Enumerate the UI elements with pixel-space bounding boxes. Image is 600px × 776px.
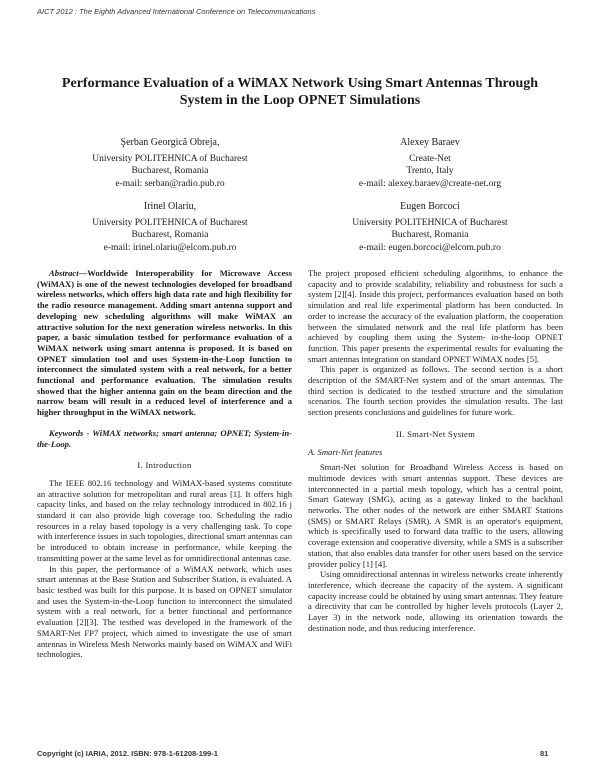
author-block-3 xyxy=(75,201,265,254)
title-line-1: Performance Evaluation of a WiMAX Network Using Smart Antennas Through xyxy=(61,76,539,91)
abstract-label: Abstract xyxy=(49,268,79,278)
intro-paragraph-1: The IEEE 802.16 technology and WiMAX-based systems constitute an attractive solution for metropolitan and rural areas [1]. It offers high capacity links, and based on the relay technology introduced in 802.16 j standard it can also provide high coverage too. Scheduling the radio resources in a relay based topology is a very challenging task. To cope with interference issues in such topologies, directional smart antennas can be introduced to obtain increase in performance, while keeping the transmitting power at the same level as for omnidirectional antennas case. xyxy=(37,477,292,563)
subsection-heading: A. Smart-Net features xyxy=(308,446,383,457)
left-column xyxy=(37,268,292,660)
author-name: Eugen Borcoci xyxy=(400,201,460,212)
paper-title xyxy=(40,75,560,109)
author-location: Bucharest, Romania xyxy=(131,166,209,176)
abstract-text: —Worldwide Interoperability for Microwave Access (WiMAX) is one of the newest technologies developed for broadband wireless networks, which offers high data rate and high flexibility for the radio resource management. Adding smart antenna support and developing new scheduling algorithms will make WiMAX an attractive solution for the next generation wireless networks. In this paper, a basic simulation testbed for performance evaluation of a WiMAX network using smart antenna is proposed. It is based on OPNET simulation tool and uses System-in-the-Loop function to interconnect the simulated system with a real network, for a better functional and performance evaluation. The simulation results showed that the higher antenna gain on the beam direction and the narrow beam will result in a reduced level of interference and a higher throughput in the WiMAX network. xyxy=(37,268,292,418)
author-block-4 xyxy=(335,201,525,254)
author-affiliation: University POLITEHNICA of Bucharest xyxy=(352,217,508,228)
author-location: Trento, Italy xyxy=(406,166,454,176)
conference-header: AICT 2012 : The Eighth Advanced International Conference on Telecommunications xyxy=(37,7,316,16)
section-heading-smart-net: II. Smart-Net System xyxy=(395,428,476,439)
author-affiliation: Create-Net xyxy=(409,153,451,164)
author-block-2 xyxy=(335,137,525,190)
author-affiliation: University POLITEHNICA of Bucharest xyxy=(92,153,248,164)
title-line-2: System in the Loop OPNET Simulations xyxy=(179,93,421,108)
body-paragraph-1: The project proposed efficient scheduling algorithms, to enhance the capacity and to provide scalability, reliability and robustness for such a system [2][4]. Inside this project, performances evaluation based on both simulation and real life experimental platform has been conducted. In order to increase the accuracy of the evaluation platform, the cooperation between the simulated network and the real life platform has been achieved by coupling them using the System- in-the-loop OPNET function. This paper presents the experimental results for evaluating the smart antennas integration on standard OPNET WiMAX nodes [5]. xyxy=(308,268,563,364)
keywords: Keywords - WiMAX networks; smart antenna; OPNET; System-in-the-Loop. xyxy=(37,427,292,449)
body-paragraph-3: Smart-Net solution for Broadband Wireless Access is based on multimode devices with smart antennas support. These devices are interconnected in a partial mesh topology, which has a central point, Smart Gateway (SMG), acting as a gateway linked to the backhaul networks. The other nodes of the network are either SMART Stations (SMS) or SMART Relays (SMR). A SMR is an operator's equipment, which is specifically used to forward data traffic to the users, allowing coverage extension and cooperative diversity, while a SMS is a subscriber station, that also enables data transfer for other users based on the service provider policy [1] [4]. xyxy=(308,462,563,569)
page-number: 81 xyxy=(540,749,549,758)
author-email: e-mail: alexey.baraev@create-net.org xyxy=(358,178,502,189)
author-location: Bucharest, Romania xyxy=(131,230,209,240)
author-name: Şerban Georgică Obreja, xyxy=(120,137,220,148)
author-email: e-mail: irinel.olariu@elcom.pub.ro xyxy=(103,242,237,253)
author-name: Irinel Olariu, xyxy=(143,201,197,212)
author-email: e-mail: eugen.borcoci@elcom.pub.ro xyxy=(359,242,501,253)
author-name: Alexey Baraev xyxy=(400,137,460,148)
author-location: Bucharest, Romania xyxy=(391,230,469,240)
body-paragraph-4: Using omnidirectional antennas in wireless networks create inherently interference, which decrease the capacity of the system. A significant capacity increase could be obtained by using smart antennas. They feature a directivity that can be controlled by higher levels protocols (Layer 2, Layer 3) in the network node, allowing its orientation towards the destination node, and thus reducing interference. xyxy=(308,569,563,633)
author-block-1 xyxy=(75,137,265,190)
intro-paragraph-2: In this paper, the performance of a WiMAX network, which uses smart antennas at the Base Station and Subscriber Station, is evaluated. A basic testbed was built for this purpose. It is based on OPNET simulator and uses the System-in-the-Loop function to interconnect the simulated system with a real network, for a better functional and performance evaluation [2][3]. The testbed was developed in the framework of the SMART-Net FP7 project, which aimed to investigate the use of smart antennas in Wireless Mesh Networks mainly based on WiMAX and WiFi technologies. xyxy=(37,563,292,660)
author-affiliation: University POLITEHNICA of Bucharest xyxy=(92,217,248,228)
author-email: e-mail: serban@radio.pub.ro xyxy=(115,178,225,189)
section-heading-introduction: I. Introduction xyxy=(137,460,192,471)
abstract xyxy=(37,268,292,418)
footer-copyright: Copyright (c) IARIA, 2012. ISBN: 978-1-61208-199-1 xyxy=(37,749,218,758)
right-column xyxy=(308,268,563,634)
body-paragraph-2: This paper is organized as follows. The second section is a short description of the SMART-Net system and of the smart antennas. The third section is dedicated to the testbed structure and the simulation scenarios. The fourth section provides the simulation results. The last section presents conclusions and guidelines for future work. xyxy=(308,364,563,418)
